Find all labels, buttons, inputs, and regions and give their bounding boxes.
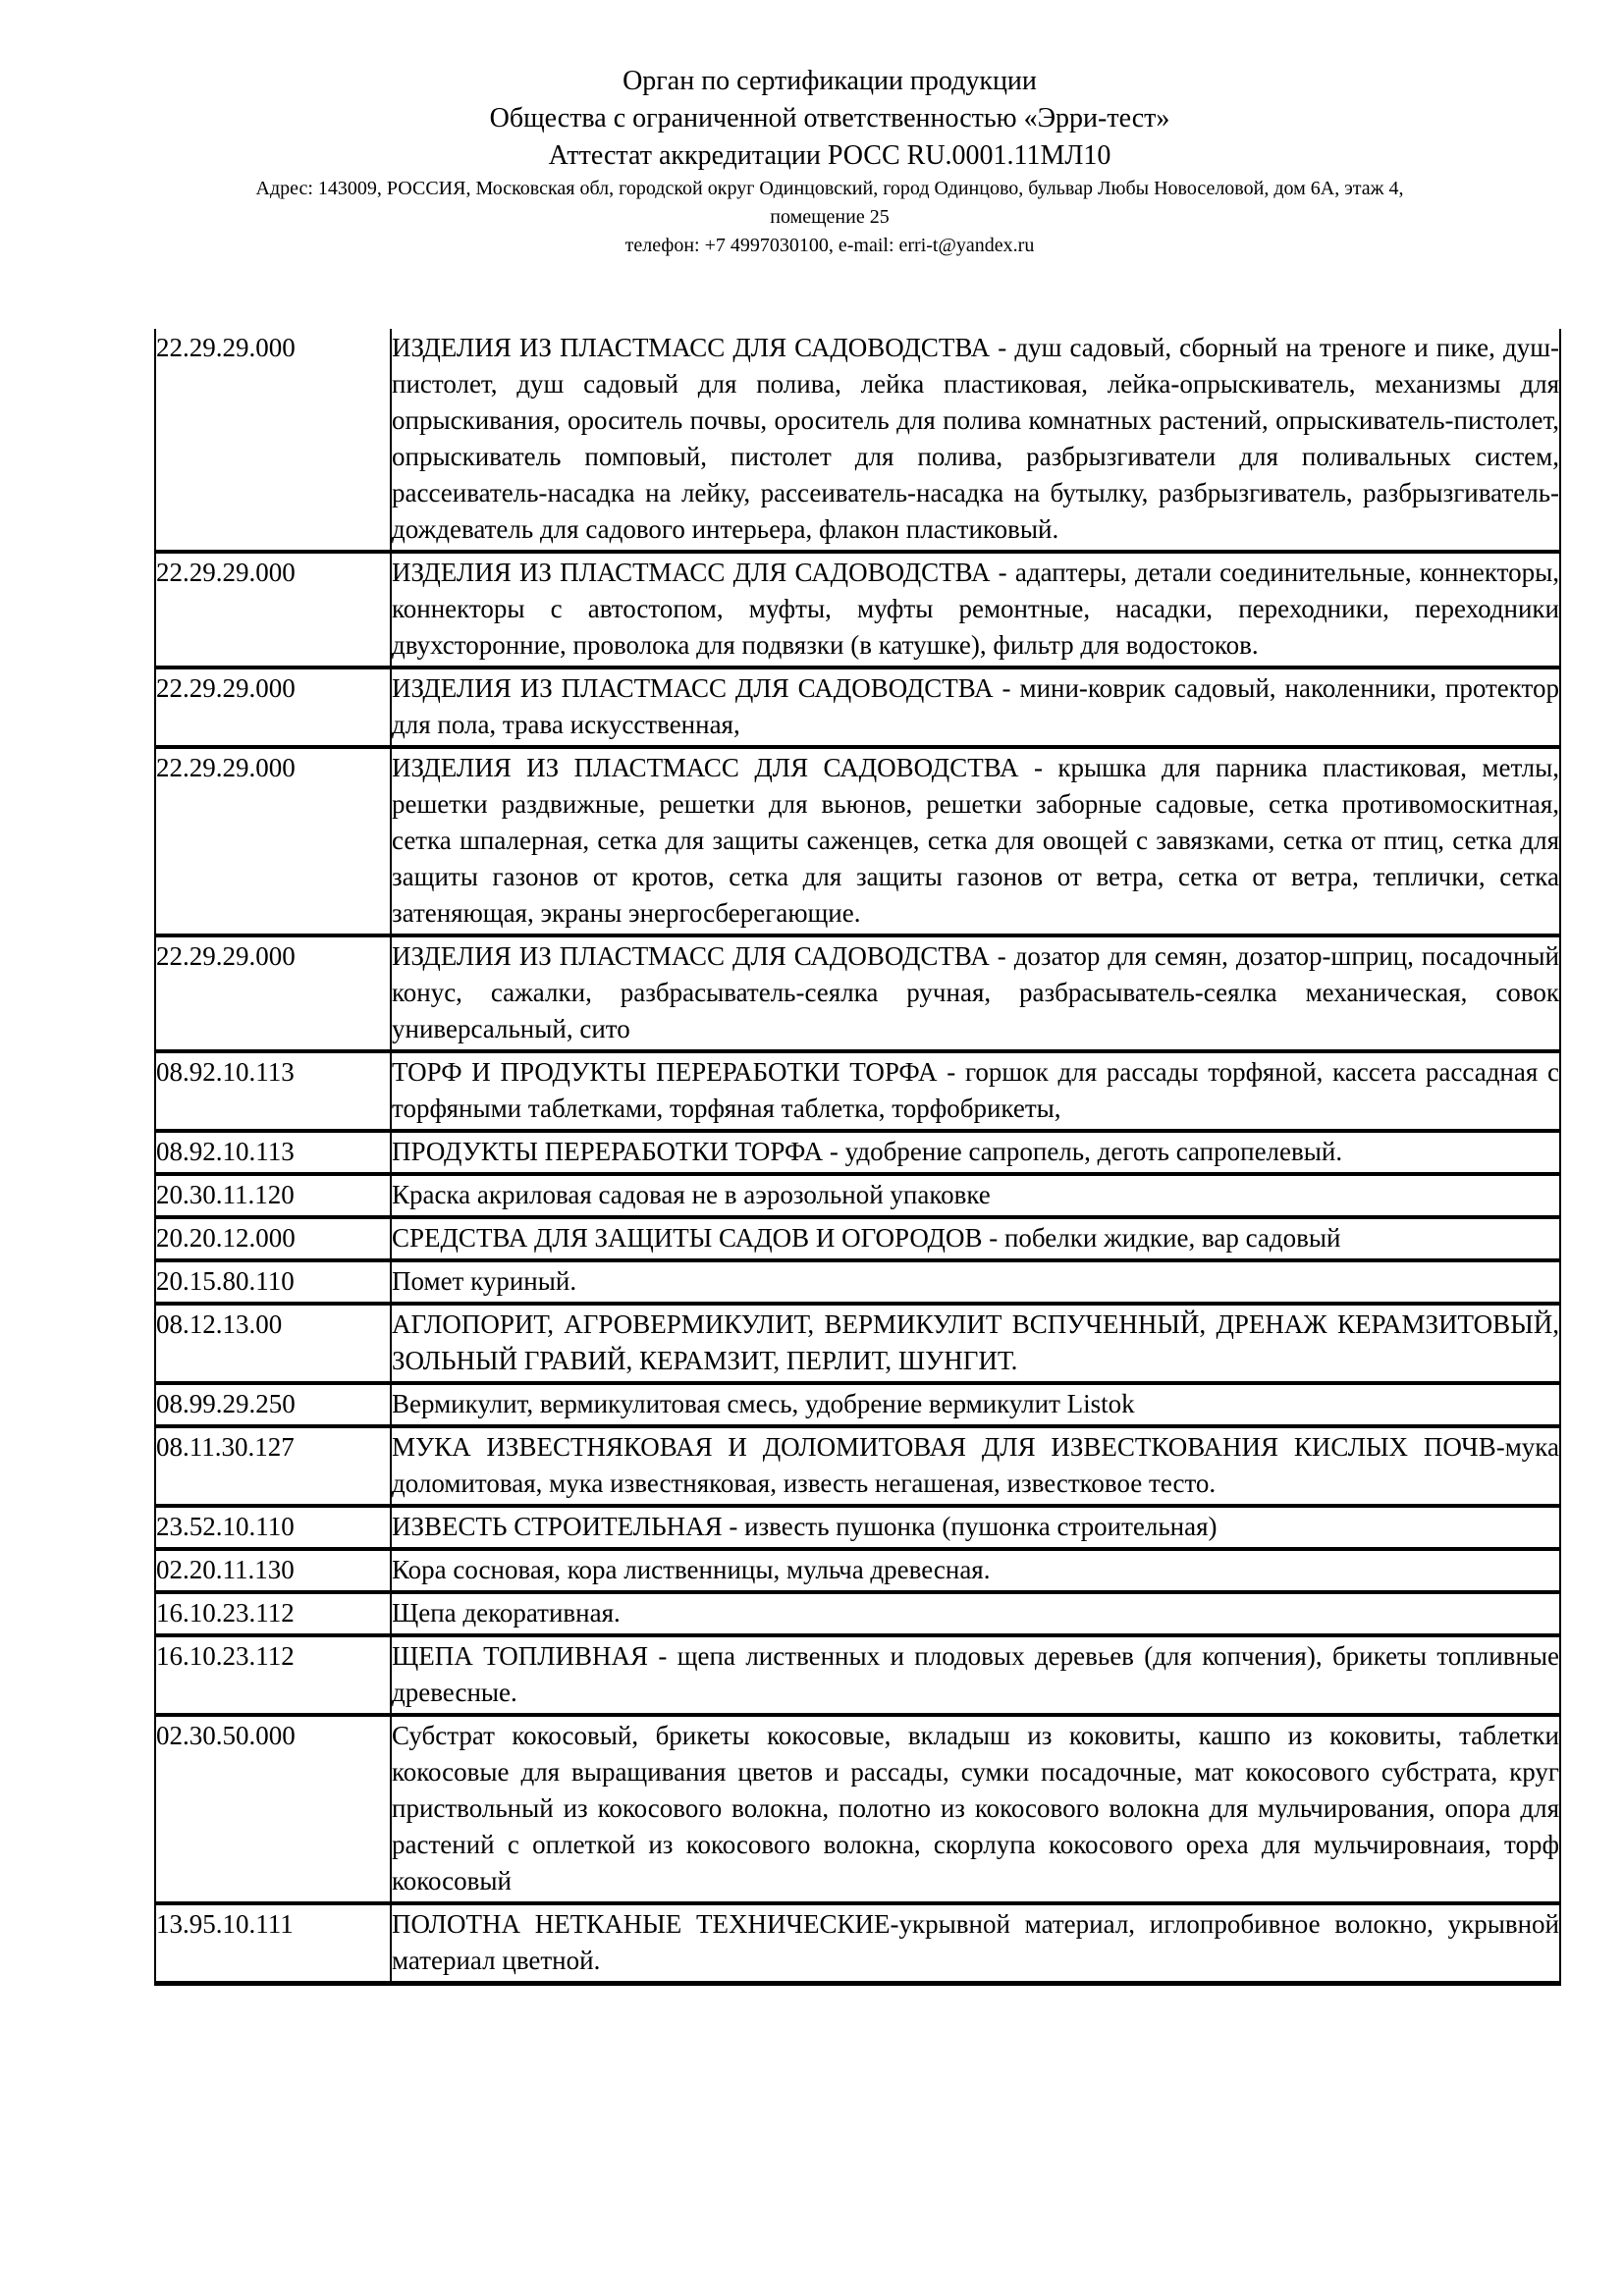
product-code-cell: 08.99.29.250 (155, 1383, 391, 1426)
table-row (155, 1426, 1560, 1506)
product-code-cell: 13.95.10.111 (155, 1903, 391, 1984)
product-code-cell: 02.20.11.130 (155, 1549, 391, 1592)
product-description-cell: Кора сосновая, кора лиственницы, мульча древесная. (391, 1549, 1560, 1592)
product-code-cell: 22.29.29.000 (155, 329, 391, 552)
product-code-cell: 22.29.29.000 (155, 667, 391, 747)
header-accreditation-line: Аттестат аккредитации РОСС RU.0001.11МЛ10 (548, 140, 1111, 171)
table-row (155, 1131, 1560, 1174)
product-description-cell: Вермикулит, вермикулитовая смесь, удобрение вермикулит Listok (391, 1383, 1560, 1426)
product-description-cell: ТОРФ И ПРОДУКТЫ ПЕРЕРАБОТКИ ТОРФА - горшок для рассады торфяной, кассета рассадная с торфяными таблетками, торфяная таблетка, торфобрикеты, (391, 1051, 1560, 1131)
product-code-cell: 02.30.50.000 (155, 1715, 391, 1903)
product-code-cell: 22.29.29.000 (155, 935, 391, 1051)
product-description-cell: ПОЛОТНА НЕТКАНЫЕ ТЕХНИЧЕСКИЕ-укрывной материал, иглопробивное волокно, укрывной материал цветной. (391, 1903, 1560, 1984)
table-row (155, 1174, 1560, 1217)
table-row (155, 1383, 1560, 1426)
product-description-cell: ИЗДЕЛИЯ ИЗ ПЛАСТМАСС ДЛЯ САДОВОДСТВА - дозатор для семян, дозатор-шприц, посадочный конус, сажалки, разбрасыватель-сеялка ручная, разбрасыватель-сеялка механическая, совок универсальный, сито (391, 935, 1560, 1051)
product-code-cell: 22.29.29.000 (155, 552, 391, 667)
table-row (155, 1635, 1560, 1715)
product-description-cell: Помет куриный. (391, 1260, 1560, 1304)
product-code-cell: 16.10.23.112 (155, 1592, 391, 1635)
product-description-cell: ИЗВЕСТЬ СТРОИТЕЛЬНАЯ - известь пушонка (пушонка строительная) (391, 1506, 1560, 1549)
product-code-cell: 16.10.23.112 (155, 1635, 391, 1715)
product-code-cell: 23.52.10.110 (155, 1506, 391, 1549)
table-body (155, 329, 1560, 1984)
table-row (155, 1549, 1560, 1592)
product-code-cell: 22.29.29.000 (155, 747, 391, 935)
product-code-table (154, 329, 1561, 1986)
product-description-cell: СРЕДСТВА ДЛЯ ЗАЩИТЫ САДОВ И ОГОРОДОВ - побелки жидкие, вар садовый (391, 1217, 1560, 1260)
product-description-cell: ИЗДЕЛИЯ ИЗ ПЛАСТМАСС ДЛЯ САДОВОДСТВА - крышка для парника пластиковая, метлы, решетки раздвижные, решетки для вьюнов, решетки заборные садовые, сетка противомоскитная, сетка шпалерная, сетка для защиты саженцев, сетка для овощей с завязками, сетка от птиц, сетка для защиты газонов от кротов, сетка для защиты газонов от ветра, сетка от ветра, теплички, сетка затеняющая, экраны энергосберегающие. (391, 747, 1560, 935)
product-description-cell: ЩЕПА ТОПЛИВНАЯ - щепа лиственных и плодовых деревьев (для копчения), брикеты топливные древесные. (391, 1635, 1560, 1715)
table-row (155, 667, 1560, 747)
header-premises-line: помещение 25 (770, 206, 890, 228)
table-row (155, 1304, 1560, 1383)
product-description-cell: ИЗДЕЛИЯ ИЗ ПЛАСТМАСС ДЛЯ САДОВОДСТВА - мини-коврик садовый, наколенники, протектор для пола, трава искусственная, (391, 667, 1560, 747)
table-row (155, 552, 1560, 667)
header-contact-line: телефон: +7 4997030100, e-mail: erri-t@yandex.ru (624, 235, 1035, 256)
product-description-cell: ПРОДУКТЫ ПЕРЕРАБОТКИ ТОРФА - удобрение сапропель, деготь сапропелевый. (391, 1131, 1560, 1174)
product-code-cell: 08.12.13.00 (155, 1304, 391, 1383)
table-row (155, 1903, 1560, 1984)
table-row (155, 1592, 1560, 1635)
product-code-cell: 08.92.10.113 (155, 1051, 391, 1131)
product-description-cell: ИЗДЕЛИЯ ИЗ ПЛАСТМАСС ДЛЯ САДОВОДСТВА - душ садовый, сборный на треноге и пике, душ-пистолет, душ садовый для полива, лейка пластиковая, лейка-опрыскиватель, механизмы для опрыскивания, ороситель почвы, ороситель для полива комнатных растений, опрыскиватель-пистолет, опрыскиватель помповый, пистолет для полива, разбрызгиватели для поливальных систем, рассеиватель-насадка на лейку, рассеиватель-насадка на бутылку, разбрызгиватель, разбрызгиватель-дождеватель для садового интерьера, флакон пластиковый. (392, 333, 1559, 544)
product-description-cell: МУКА ИЗВЕСТНЯКОВАЯ И ДОЛОМИТОВАЯ ДЛЯ ИЗВЕСТКОВАНИЯ КИСЛЫХ ПОЧВ-мука доломитовая, мука известняковая, известь негашеная, известковое тесто. (391, 1426, 1560, 1506)
product-description-cell: Краска акриловая садовая не в аэрозольной упаковке (391, 1174, 1560, 1217)
table-row (155, 747, 1560, 935)
table-row (155, 1506, 1560, 1549)
table-row (155, 329, 1560, 552)
table-row (155, 1217, 1560, 1260)
header-org-line: Орган по сертификации продукции (623, 66, 1037, 96)
product-description-cell: ИЗДЕЛИЯ ИЗ ПЛАСТМАСС ДЛЯ САДОВОДСТВА - адаптеры, детали соединительные, коннекторы, коннекторы с автостопом, муфты, муфты ремонтные, насадки, переходники, переходники двухсторонние, проволока для подвязки (в катушке), фильтр для водостоков. (391, 552, 1560, 667)
table-row (155, 1715, 1560, 1903)
table-row (155, 935, 1560, 1051)
product-description-cell: АГЛОПОРИТ, АГРОВЕРМИКУЛИТ, ВЕРМИКУЛИТ ВСПУЧЕННЫЙ, ДРЕНАЖ КЕРАМЗИТОВЫЙ, ЗОЛЬНЫЙ ГРАВИЙ, КЕРАМЗИТ, ПЕРЛИТ, ШУНГИТ. (391, 1304, 1560, 1383)
product-code-cell: 08.92.10.113 (155, 1131, 391, 1174)
product-code-cell: 20.15.80.110 (155, 1260, 391, 1304)
product-code-cell: 20.30.11.120 (155, 1174, 391, 1217)
product-description-cell: Щепа декоративная. (391, 1592, 1560, 1635)
certification-header (98, 63, 1561, 260)
table-row (155, 1051, 1560, 1131)
product-code-cell: 20.20.12.000 (155, 1217, 391, 1260)
header-company-line: Общества с ограниченной ответственностью «Эрри-тест» (489, 103, 1170, 133)
product-description-cell: Субстрат кокосовый, брикеты кокосовые, вкладыш из коковиты, кашпо из коковиты, таблетки кокосовые для выращивания цветов и рассады, сумки посадочные, мат кокосового субстрата, круг приствольный из кокосового волокна, полотно из кокосового волокна для мульчирования, опора для растений с оплеткой из кокосового волокна, скорлупа кокосового ореха для мульчировнаия, торф кокосовый (391, 1715, 1560, 1903)
header-address-line: Адрес: 143009, РОССИЯ, Московская обл, городской округ Одинцовский, город Одинцово, бульвар Любы Новоселовой, дом 6А, этаж 4, (255, 178, 1404, 199)
product-code-cell: 08.11.30.127 (155, 1426, 391, 1506)
table-row (155, 1260, 1560, 1304)
